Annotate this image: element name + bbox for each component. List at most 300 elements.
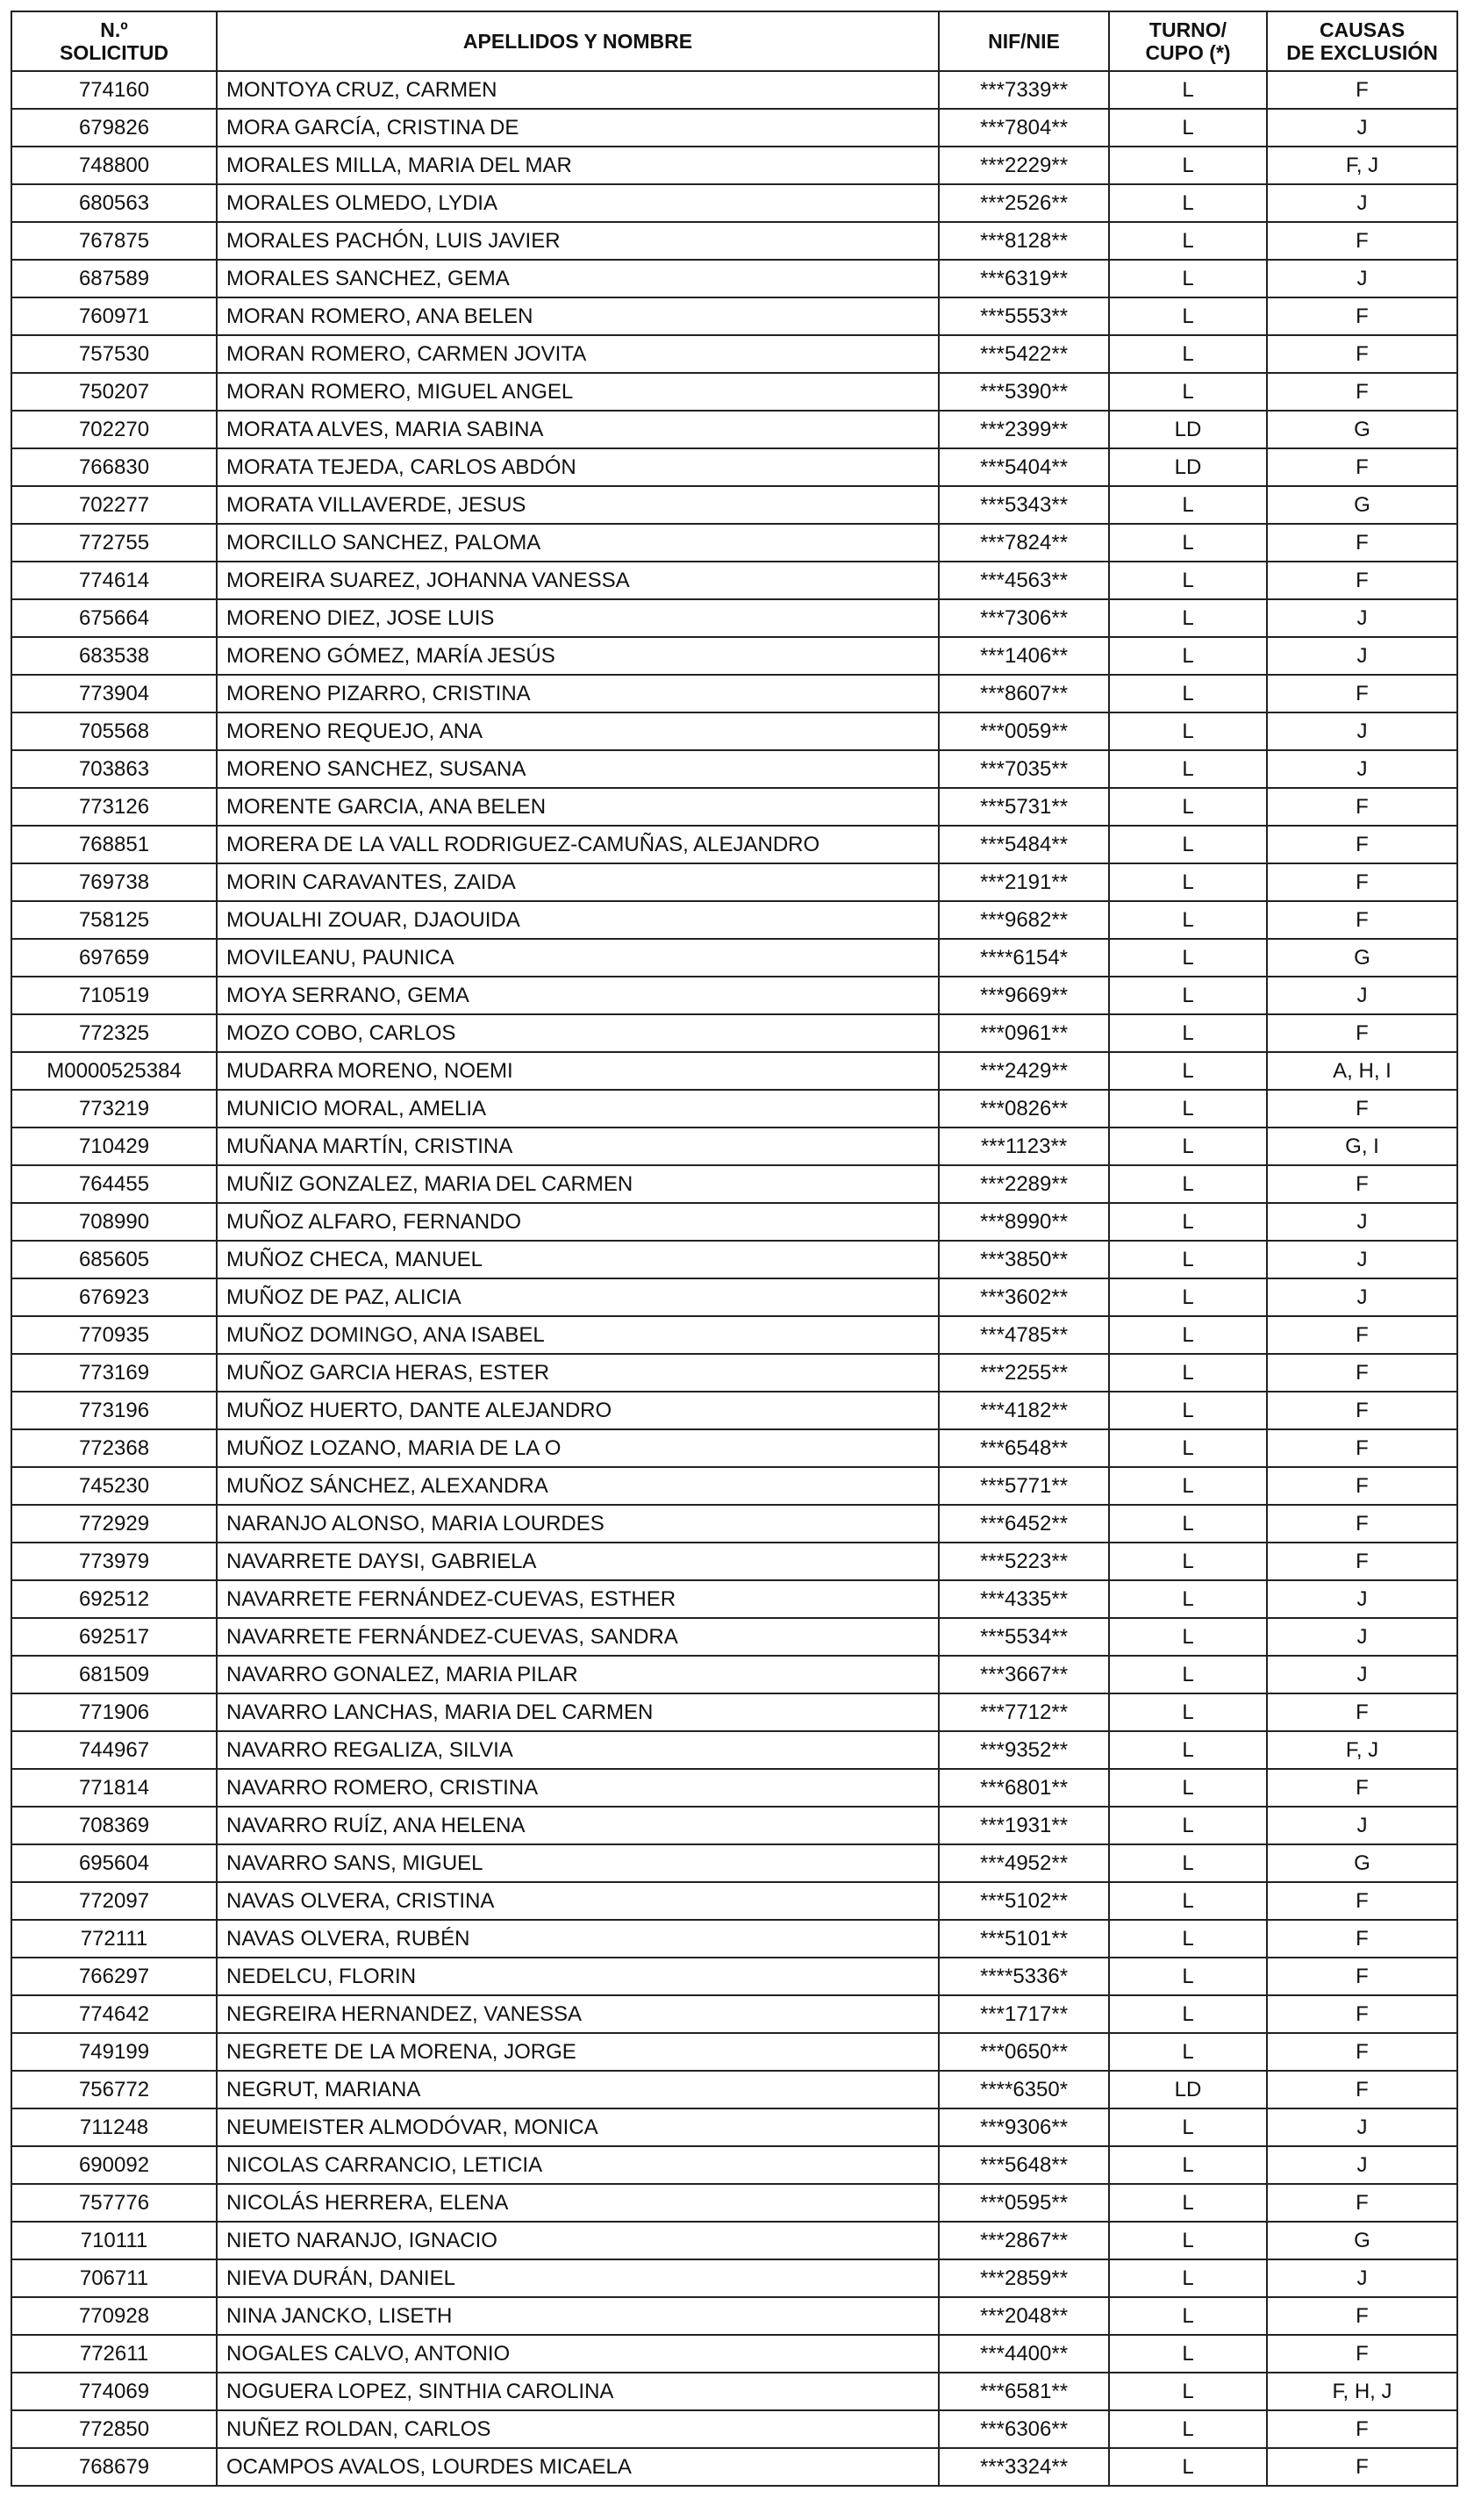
cell-nombre: MUÑOZ HUERTO, DANTE ALEJANDRO — [217, 1392, 939, 1429]
cell-solicitud: 676923 — [11, 1278, 217, 1316]
cell-nombre: NAVARRO RUÍZ, ANA HELENA — [217, 1807, 939, 1844]
cell-causas: F — [1267, 2184, 1457, 2222]
cell-nombre: MORIN CARAVANTES, ZAIDA — [217, 863, 939, 901]
table-row — [11, 297, 1457, 335]
cell-causas: J — [1267, 1580, 1457, 1618]
cell-turno: L — [1109, 2410, 1267, 2448]
cell-turno: L — [1109, 2448, 1267, 2486]
cell-turno: L — [1109, 373, 1267, 411]
cell-causas: F — [1267, 71, 1457, 109]
cell-solicitud: 756772 — [11, 2071, 217, 2108]
cell-nif: ***2229** — [939, 147, 1109, 184]
table-row — [11, 486, 1457, 524]
cell-solicitud: 774069 — [11, 2373, 217, 2410]
cell-nombre: MOYA SERRANO, GEMA — [217, 977, 939, 1014]
cell-turno: L — [1109, 1844, 1267, 1882]
header-nombre: APELLIDOS Y NOMBRE — [217, 11, 939, 71]
cell-nombre: MORALES MILLA, MARIA DEL MAR — [217, 147, 939, 184]
cell-causas: F — [1267, 448, 1457, 486]
cell-causas: F — [1267, 1467, 1457, 1505]
cell-causas: J — [1267, 184, 1457, 222]
table-row — [11, 373, 1457, 411]
cell-nif: ***5553** — [939, 297, 1109, 335]
cell-solicitud: 774642 — [11, 1995, 217, 2033]
cell-turno: LD — [1109, 411, 1267, 448]
cell-solicitud: 744967 — [11, 1731, 217, 1769]
table-row — [11, 1920, 1457, 1958]
document-page — [11, 11, 1456, 2487]
cell-causas: G — [1267, 1844, 1457, 1882]
cell-nif: ***2048** — [939, 2297, 1109, 2335]
cell-causas: F — [1267, 2033, 1457, 2071]
cell-nif: ***5484** — [939, 826, 1109, 863]
cell-causas: F — [1267, 524, 1457, 562]
cell-nif: ***5404** — [939, 448, 1109, 486]
table-row — [11, 939, 1457, 977]
table-row — [11, 1467, 1457, 1505]
cell-turno: L — [1109, 1278, 1267, 1316]
cell-nombre: OCAMPOS AVALOS, LOURDES MICAELA — [217, 2448, 939, 2486]
cell-nombre: NAVAS OLVERA, RUBÉN — [217, 1920, 939, 1958]
cell-turno: L — [1109, 1693, 1267, 1731]
cell-causas: F — [1267, 1958, 1457, 1995]
cell-turno: L — [1109, 1731, 1267, 1769]
cell-nombre: MORERA DE LA VALL RODRIGUEZ-CAMUÑAS, ALEJANDRO — [217, 826, 939, 863]
cell-nif: ***7712** — [939, 1693, 1109, 1731]
cell-causas: J — [1267, 977, 1457, 1014]
table-row — [11, 1995, 1457, 2033]
cell-turno: L — [1109, 2108, 1267, 2146]
cell-causas: J — [1267, 2108, 1457, 2146]
cell-solicitud: M0000525384 — [11, 1052, 217, 1090]
cell-nif: ***6319** — [939, 260, 1109, 297]
cell-turno: L — [1109, 1354, 1267, 1392]
cell-solicitud: 710429 — [11, 1128, 217, 1165]
cell-nif: ***4785** — [939, 1316, 1109, 1354]
table-row — [11, 826, 1457, 863]
cell-nif: ***3324** — [939, 2448, 1109, 2486]
cell-solicitud: 772368 — [11, 1429, 217, 1467]
cell-nif: ***4400** — [939, 2335, 1109, 2373]
table-row — [11, 2033, 1457, 2071]
cell-nombre: NAVARRO SANS, MIGUEL — [217, 1844, 939, 1882]
cell-causas: J — [1267, 1656, 1457, 1693]
cell-causas: F — [1267, 1316, 1457, 1354]
table-row — [11, 2448, 1457, 2486]
cell-nif: ***0595** — [939, 2184, 1109, 2222]
cell-turno: L — [1109, 826, 1267, 863]
table-row — [11, 1580, 1457, 1618]
cell-nombre: MUÑOZ LOZANO, MARIA DE LA O — [217, 1429, 939, 1467]
cell-turno: L — [1109, 260, 1267, 297]
cell-nif: ***0650** — [939, 2033, 1109, 2071]
table-row — [11, 109, 1457, 147]
table-row — [11, 260, 1457, 297]
cell-nombre: MORENO GÓMEZ, MARÍA JESÚS — [217, 637, 939, 675]
cell-nif: ***5422** — [939, 335, 1109, 373]
cell-solicitud: 703863 — [11, 750, 217, 788]
cell-nif: ***6581** — [939, 2373, 1109, 2410]
cell-solicitud: 692517 — [11, 1618, 217, 1656]
cell-turno: L — [1109, 750, 1267, 788]
cell-nombre: NEGRUT, MARIANA — [217, 2071, 939, 2108]
cell-causas: J — [1267, 1241, 1457, 1278]
cell-solicitud: 770928 — [11, 2297, 217, 2335]
cell-turno: L — [1109, 901, 1267, 939]
cell-causas: F — [1267, 2410, 1457, 2448]
cell-nombre: MORALES OLMEDO, LYDIA — [217, 184, 939, 222]
cell-solicitud: 770935 — [11, 1316, 217, 1354]
cell-causas: F — [1267, 562, 1457, 599]
cell-nif: ***3667** — [939, 1656, 1109, 1693]
cell-turno: L — [1109, 977, 1267, 1014]
cell-nombre: MORALES SANCHEZ, GEMA — [217, 260, 939, 297]
table-row — [11, 675, 1457, 712]
cell-solicitud: 708369 — [11, 1807, 217, 1844]
cell-nif: ***1717** — [939, 1995, 1109, 2033]
cell-turno: L — [1109, 562, 1267, 599]
cell-turno: L — [1109, 599, 1267, 637]
cell-turno: L — [1109, 2259, 1267, 2297]
cell-causas: J — [1267, 1278, 1457, 1316]
cell-solicitud: 773126 — [11, 788, 217, 826]
cell-nombre: NEGREIRA HERNANDEZ, VANESSA — [217, 1995, 939, 2033]
cell-nombre: MUÑIZ GONZALEZ, MARIA DEL CARMEN — [217, 1165, 939, 1203]
cell-solicitud: 685605 — [11, 1241, 217, 1278]
table-row — [11, 411, 1457, 448]
table-row — [11, 335, 1457, 373]
cell-nombre: MUDARRA MORENO, NOEMI — [217, 1052, 939, 1090]
cell-nif: ***0059** — [939, 712, 1109, 750]
cell-solicitud: 773219 — [11, 1090, 217, 1128]
cell-causas: F — [1267, 1165, 1457, 1203]
cell-nombre: MORCILLO SANCHEZ, PALOMA — [217, 524, 939, 562]
cell-turno: L — [1109, 1543, 1267, 1580]
table-row — [11, 1203, 1457, 1241]
cell-solicitud: 774614 — [11, 562, 217, 599]
cell-causas: J — [1267, 2146, 1457, 2184]
cell-nif: ***2867** — [939, 2222, 1109, 2259]
cell-nombre: MOREIRA SUAREZ, JOHANNA VANESSA — [217, 562, 939, 599]
table-row — [11, 2335, 1457, 2373]
table-row — [11, 1316, 1457, 1354]
cell-nif: ***2526** — [939, 184, 1109, 222]
cell-nif: ***2255** — [939, 1354, 1109, 1392]
cell-nombre: NOGUERA LOPEZ, SINTHIA CAROLINA — [217, 2373, 939, 2410]
cell-nombre: NAVARRO GONALEZ, MARIA PILAR — [217, 1656, 939, 1693]
cell-solicitud: 772325 — [11, 1014, 217, 1052]
cell-causas: A, H, I — [1267, 1052, 1457, 1090]
cell-nif: ***9306** — [939, 2108, 1109, 2146]
cell-nombre: MUÑOZ ALFARO, FERNANDO — [217, 1203, 939, 1241]
cell-solicitud: 766297 — [11, 1958, 217, 1995]
table-row — [11, 2410, 1457, 2448]
table-row — [11, 1543, 1457, 1580]
cell-solicitud: 710519 — [11, 977, 217, 1014]
cell-turno: L — [1109, 1316, 1267, 1354]
cell-turno: L — [1109, 2373, 1267, 2410]
cell-nif: ***4335** — [939, 1580, 1109, 1618]
cell-nombre: MUÑOZ SÁNCHEZ, ALEXANDRA — [217, 1467, 939, 1505]
cell-solicitud: 758125 — [11, 901, 217, 939]
cell-causas: J — [1267, 260, 1457, 297]
cell-turno: L — [1109, 222, 1267, 260]
table-row — [11, 2108, 1457, 2146]
cell-solicitud: 773979 — [11, 1543, 217, 1580]
cell-nif: ***5534** — [939, 1618, 1109, 1656]
cell-nombre: MUÑOZ DE PAZ, ALICIA — [217, 1278, 939, 1316]
cell-causas: J — [1267, 1807, 1457, 1844]
cell-nif: ****6350* — [939, 2071, 1109, 2108]
table-row — [11, 1958, 1457, 1995]
cell-solicitud: 687589 — [11, 260, 217, 297]
cell-solicitud: 757776 — [11, 2184, 217, 2222]
cell-nif: ***5648** — [939, 2146, 1109, 2184]
cell-solicitud: 750207 — [11, 373, 217, 411]
cell-nombre: MORENTE GARCIA, ANA BELEN — [217, 788, 939, 826]
cell-causas: F — [1267, 1505, 1457, 1543]
cell-turno: L — [1109, 1505, 1267, 1543]
cell-causas: F — [1267, 373, 1457, 411]
cell-turno: L — [1109, 524, 1267, 562]
header-causas: CAUSAS DE EXCLUSIÓN — [1267, 11, 1457, 71]
table-row — [11, 2184, 1457, 2222]
cell-turno: L — [1109, 335, 1267, 373]
cell-turno: L — [1109, 863, 1267, 901]
cell-turno: LD — [1109, 2071, 1267, 2108]
cell-causas: G — [1267, 2222, 1457, 2259]
cell-nombre: NAVARRO ROMERO, CRISTINA — [217, 1769, 939, 1807]
table-row — [11, 1165, 1457, 1203]
table-row — [11, 1807, 1457, 1844]
cell-nif: ***2289** — [939, 1165, 1109, 1203]
table-row — [11, 2222, 1457, 2259]
cell-solicitud: 771814 — [11, 1769, 217, 1807]
cell-nif: ***8607** — [939, 675, 1109, 712]
table-row — [11, 863, 1457, 901]
table-row — [11, 1769, 1457, 1807]
cell-nombre: NUÑEZ ROLDAN, CARLOS — [217, 2410, 939, 2448]
cell-nombre: MORATA TEJEDA, CARLOS ABDÓN — [217, 448, 939, 486]
cell-nombre: NAVARRO LANCHAS, MARIA DEL CARMEN — [217, 1693, 939, 1731]
cell-turno: L — [1109, 1995, 1267, 2033]
cell-solicitud: 702270 — [11, 411, 217, 448]
cell-causas: F — [1267, 297, 1457, 335]
table-row — [11, 71, 1457, 109]
cell-nif: ***8990** — [939, 1203, 1109, 1241]
cell-nombre: NOGALES CALVO, ANTONIO — [217, 2335, 939, 2373]
cell-solicitud: 690092 — [11, 2146, 217, 2184]
cell-solicitud: 772850 — [11, 2410, 217, 2448]
cell-nombre: NARANJO ALONSO, MARIA LOURDES — [217, 1505, 939, 1543]
cell-turno: L — [1109, 2222, 1267, 2259]
table-row — [11, 1731, 1457, 1769]
cell-solicitud: 772111 — [11, 1920, 217, 1958]
cell-nombre: MONTOYA CRUZ, CARMEN — [217, 71, 939, 109]
table-row — [11, 1128, 1457, 1165]
cell-solicitud: 773904 — [11, 675, 217, 712]
cell-nif: ***4952** — [939, 1844, 1109, 1882]
cell-nombre: MORAN ROMERO, ANA BELEN — [217, 297, 939, 335]
cell-nif: ***5223** — [939, 1543, 1109, 1580]
table-row — [11, 637, 1457, 675]
cell-nif: ***3850** — [939, 1241, 1109, 1278]
cell-nombre: MOUALHI ZOUAR, DJAOUIDA — [217, 901, 939, 939]
cell-nif: ***5390** — [939, 373, 1109, 411]
cell-nif: ***7339** — [939, 71, 1109, 109]
cell-causas: J — [1267, 750, 1457, 788]
cell-causas: F — [1267, 788, 1457, 826]
cell-nif: ***5343** — [939, 486, 1109, 524]
header-nif: NIF/NIE — [939, 11, 1109, 71]
cell-turno: L — [1109, 675, 1267, 712]
cell-solicitud: 695604 — [11, 1844, 217, 1882]
cell-nif: ****6154* — [939, 939, 1109, 977]
cell-nif: ***2399** — [939, 411, 1109, 448]
cell-nif: ***1123** — [939, 1128, 1109, 1165]
table-row — [11, 1354, 1457, 1392]
cell-turno: L — [1109, 1128, 1267, 1165]
cell-nif: ***1931** — [939, 1807, 1109, 1844]
table-row — [11, 1241, 1457, 1278]
cell-causas: J — [1267, 2259, 1457, 2297]
cell-solicitud: 760971 — [11, 297, 217, 335]
cell-turno: L — [1109, 2146, 1267, 2184]
table-row — [11, 2071, 1457, 2108]
cell-solicitud: 675664 — [11, 599, 217, 637]
cell-solicitud: 697659 — [11, 939, 217, 977]
cell-solicitud: 772611 — [11, 2335, 217, 2373]
table-row — [11, 712, 1457, 750]
cell-turno: L — [1109, 1467, 1267, 1505]
cell-causas: F — [1267, 1354, 1457, 1392]
cell-causas: F — [1267, 1429, 1457, 1467]
header-turno: TURNO/ CUPO (*) — [1109, 11, 1267, 71]
cell-turno: L — [1109, 1090, 1267, 1128]
cell-solicitud: 708990 — [11, 1203, 217, 1241]
cell-turno: L — [1109, 486, 1267, 524]
cell-solicitud: 680563 — [11, 184, 217, 222]
cell-nombre: MORAN ROMERO, CARMEN JOVITA — [217, 335, 939, 373]
cell-nombre: NEGRETE DE LA MORENA, JORGE — [217, 2033, 939, 2071]
cell-nif: ***3602** — [939, 1278, 1109, 1316]
cell-nombre: NICOLAS CARRANCIO, LETICIA — [217, 2146, 939, 2184]
cell-causas: F — [1267, 2335, 1457, 2373]
cell-turno: L — [1109, 147, 1267, 184]
table-row — [11, 2297, 1457, 2335]
cell-nombre: MORATA VILLAVERDE, JESUS — [217, 486, 939, 524]
cell-turno: L — [1109, 939, 1267, 977]
cell-causas: F — [1267, 1920, 1457, 1958]
cell-causas: F — [1267, 1769, 1457, 1807]
cell-nombre: MORATA ALVES, MARIA SABINA — [217, 411, 939, 448]
cell-nombre: MORENO PIZARRO, CRISTINA — [217, 675, 939, 712]
cell-turno: L — [1109, 788, 1267, 826]
cell-solicitud: 774160 — [11, 71, 217, 109]
cell-causas: J — [1267, 1203, 1457, 1241]
exclusion-table — [11, 11, 1458, 2487]
cell-causas: F — [1267, 2071, 1457, 2108]
cell-nombre: NIETO NARANJO, IGNACIO — [217, 2222, 939, 2259]
cell-nif: ***6306** — [939, 2410, 1109, 2448]
cell-nombre: MOVILEANU, PAUNICA — [217, 939, 939, 977]
table-row — [11, 2146, 1457, 2184]
table-row — [11, 184, 1457, 222]
cell-causas: J — [1267, 637, 1457, 675]
table-row — [11, 1090, 1457, 1128]
cell-solicitud: 710111 — [11, 2222, 217, 2259]
cell-turno: L — [1109, 1618, 1267, 1656]
table-row — [11, 977, 1457, 1014]
cell-solicitud: 705568 — [11, 712, 217, 750]
table-row — [11, 1505, 1457, 1543]
cell-solicitud: 766830 — [11, 448, 217, 486]
cell-causas: F — [1267, 1543, 1457, 1580]
cell-nombre: NINA JANCKO, LISETH — [217, 2297, 939, 2335]
cell-nombre: MORENO SANCHEZ, SUSANA — [217, 750, 939, 788]
cell-turno: L — [1109, 1014, 1267, 1052]
cell-nif: ***5102** — [939, 1882, 1109, 1920]
table-row — [11, 1618, 1457, 1656]
cell-nif: ***5731** — [939, 788, 1109, 826]
cell-causas: F, J — [1267, 1731, 1457, 1769]
cell-nif: ***9682** — [939, 901, 1109, 939]
cell-solicitud: 683538 — [11, 637, 217, 675]
cell-nif: ***0961** — [939, 1014, 1109, 1052]
cell-nif: ***2191** — [939, 863, 1109, 901]
table-row — [11, 1882, 1457, 1920]
cell-causas: F — [1267, 335, 1457, 373]
cell-nombre: MORALES PACHÓN, LUIS JAVIER — [217, 222, 939, 260]
cell-turno: L — [1109, 1920, 1267, 1958]
cell-turno: L — [1109, 1769, 1267, 1807]
cell-turno: L — [1109, 1429, 1267, 1467]
cell-nombre: NAVARRETE FERNÁNDEZ-CUEVAS, ESTHER — [217, 1580, 939, 1618]
table-row — [11, 599, 1457, 637]
cell-turno: L — [1109, 1052, 1267, 1090]
cell-solicitud: 679826 — [11, 109, 217, 147]
table-row — [11, 562, 1457, 599]
cell-causas: J — [1267, 599, 1457, 637]
cell-causas: J — [1267, 1618, 1457, 1656]
cell-nif: ***2859** — [939, 2259, 1109, 2297]
cell-nif: ***6801** — [939, 1769, 1109, 1807]
cell-causas: F — [1267, 901, 1457, 939]
cell-causas: F — [1267, 1392, 1457, 1429]
table-row — [11, 2373, 1457, 2410]
cell-causas: J — [1267, 712, 1457, 750]
cell-nif: ***4563** — [939, 562, 1109, 599]
cell-nif: ***5101** — [939, 1920, 1109, 1958]
cell-nif: ***7035** — [939, 750, 1109, 788]
table-row — [11, 788, 1457, 826]
cell-nif: ***7804** — [939, 109, 1109, 147]
cell-solicitud: 771906 — [11, 1693, 217, 1731]
cell-causas: F — [1267, 222, 1457, 260]
cell-nombre: MUÑOZ DOMINGO, ANA ISABEL — [217, 1316, 939, 1354]
cell-turno: L — [1109, 1241, 1267, 1278]
cell-nif: ***4182** — [939, 1392, 1109, 1429]
cell-causas: F — [1267, 1882, 1457, 1920]
cell-solicitud: 772097 — [11, 1882, 217, 1920]
table-row — [11, 222, 1457, 260]
cell-turno: L — [1109, 1580, 1267, 1618]
cell-solicitud: 764455 — [11, 1165, 217, 1203]
table-row — [11, 1052, 1457, 1090]
cell-nif: ***9352** — [939, 1731, 1109, 1769]
cell-solicitud: 773169 — [11, 1354, 217, 1392]
cell-nombre: MUÑANA MARTÍN, CRISTINA — [217, 1128, 939, 1165]
